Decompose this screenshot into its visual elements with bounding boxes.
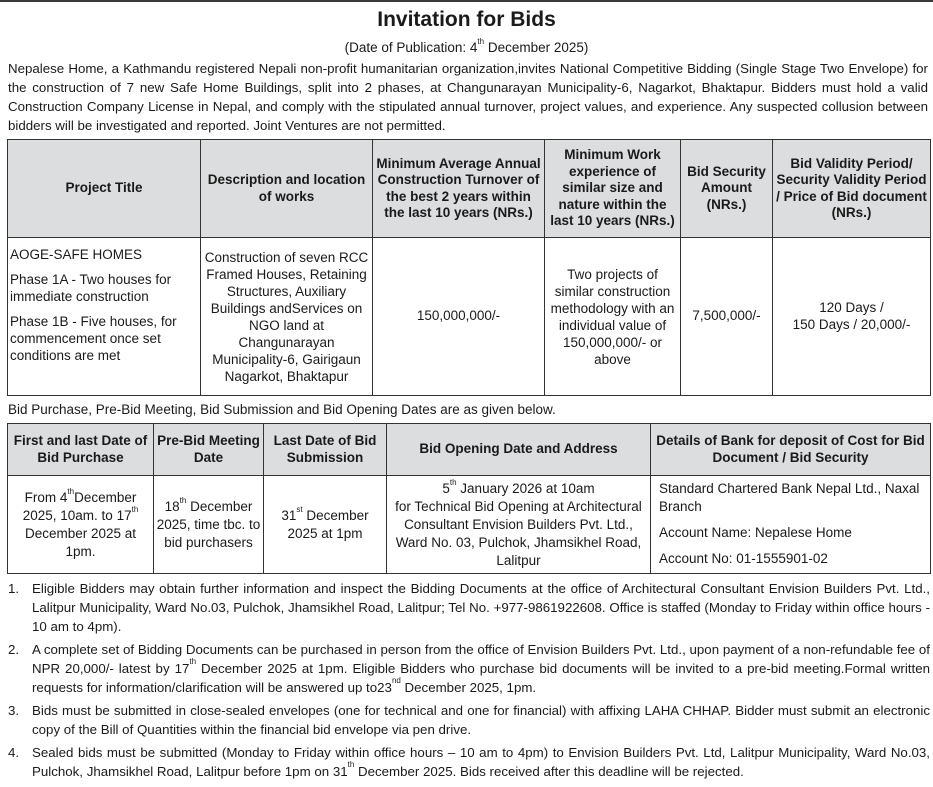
purchase-text-a: From 4 (24, 489, 68, 505)
purchase-sup-c: th (131, 504, 139, 514)
purchase-text-d: December 2025 at 1pm. (24, 525, 137, 559)
project-table (7, 139, 931, 396)
submission-text-b: December 2025 at 1pm (287, 507, 369, 541)
prebid-text-b: December 2025, time tbc. to bid purchasers (156, 498, 261, 550)
header-turnover: Minimum Average Annual Construction Turnover of the best 2 years within the last 10 years (NRs.) (373, 140, 545, 238)
table-row (8, 238, 931, 396)
header-submission: Last Date of Bid Submission (264, 424, 387, 476)
header-experience: Minimum Work experience of similar size and nature within the last 10 years (NRs.) (545, 140, 681, 238)
note-item (8, 579, 930, 636)
bank-name: Standard Chartered Bank Nepal Ltd., Naxal Branch (659, 481, 920, 514)
header-project-title: Project Title (8, 140, 201, 238)
project-name: AOGE-SAFE HOMES (10, 247, 143, 262)
note-4-text-a: Sealed bids must be submitted (Monday to Friday within office hours – 10 am to 4pm) to Envision Builders Pvt. Ltd, Lalitpur Municipality, Ward No.03, Pulchok, Jhamsikhel Road, Lalitpur before 1pm on 31 (32, 745, 930, 779)
phase-1b: Phase 1B - Five houses, for commencement once set conditions are met (10, 314, 177, 363)
header-bank: Details of Bank for deposit of Cost for Bid Document / Bid Security (651, 424, 931, 476)
intro-paragraph: Nepalese Home, a Kathmandu registered Nepali non-profit humanitarian organization,invites National Competitive Bidding (Single Stage Two Envelope) for the construction of 7 new Safe Home Buildings, split into 2 phases, at Changunarayan Municipality-6, Nagarkot, Bhaktapur. Bidders must hold a valid Construction Company License in Nepal, and comply with the stipulated annual turnover, project values, and experience. Any suspected collusion between bidders will be investigated and reported. Joint Ventures are not permitted. (8, 61, 928, 133)
note-number: 1. (8, 581, 20, 596)
header-opening: Bid Opening Date and Address (387, 424, 651, 476)
publication-date (0, 39, 933, 57)
cell-experience: Two projects of similar construction methodology with an individual value of 150,000,000/- or above (545, 238, 681, 396)
opening-text-c: for Technical Bid Opening at Architectural Consultant Envision Builders Pvt. Ltd., Ward No. 03, Pulchok, Jhamsikhel Road, Lalitpur (395, 498, 642, 568)
note-text: Eligible Bidders may obtain further information and inspect the Bidding Documents at the office of Architectural Consultant Envision Builders Pvt. Ltd., Lalitpur Municipality, Ward No.03, Pulchok, Jhamsikhel Road, Lalitpur; Tel No. +977-9861922608. Office is staffed (Monday to Friday within office hours - 10 am to 4pm). (32, 581, 930, 634)
note-item (8, 701, 930, 739)
header-bid-security: Bid Security Amount (NRs.) (681, 140, 773, 238)
note-text (32, 640, 930, 697)
note-2-text-c: December 2025, 1pm. (400, 680, 537, 695)
purchase-text-c: 17 (116, 507, 132, 523)
cell-bid-purchase (8, 476, 154, 574)
opening-text-b: January 2026 at 10am (456, 480, 595, 496)
note-number: 4. (8, 745, 20, 760)
note-4-text-b: December 2025. Bids received after this deadline will be rejected. (354, 764, 744, 779)
note-number: 3. (8, 703, 20, 718)
dates-table (7, 423, 931, 574)
cell-submission (264, 476, 387, 574)
note-text (32, 743, 930, 781)
purchase-sup-a: th (67, 486, 75, 496)
submission-sup: st (296, 504, 303, 514)
cell-description: Construction of seven RCC Framed Houses, Retaining Structures, Auxiliary Buildings andServices on NGO land at Changunarayan Municipality-6, Gairigaun Nagarkot, Bhaktapur (201, 238, 373, 396)
cell-prebid (154, 476, 264, 574)
cell-bank (651, 476, 931, 574)
prebid-sup: th (179, 495, 187, 505)
note-text: Bids must be submitted in close-sealed envelopes (one for technical and one for financial) with affixing LAHA CHHAP. Bidder must submit an electronic copy of the Bill of Quantities within the financial bid envelope via pen drive. (32, 703, 930, 737)
cell-bid-security: 7,500,000/- (681, 238, 773, 396)
bank-account-name: Account Name: Nepalese Home (659, 525, 852, 540)
note-number: 2. (8, 642, 20, 657)
opening-sup: th (449, 477, 457, 487)
notes-list (8, 579, 930, 781)
note-2-sup-b: nd (391, 676, 401, 685)
publication-date-prefix: (Date of Publication: 4 (344, 40, 478, 55)
phase-1a: Phase 1A - Two houses for immediate construction (10, 272, 172, 304)
note-2-text-a: A complete set of Bidding Documents can be purchased in person from the office of Envision Builders Pvt. Ltd., upon payment of a non-refundable fee of NPR 20,000/- latest by 17 (32, 642, 930, 676)
dates-table-header-row (8, 424, 931, 476)
header-validity: Bid Validity Period/ Security Validity Period / Price of Bid document (NRs.) (773, 140, 931, 238)
publication-date-sup: th (477, 37, 485, 46)
note-2-text-b: December 2025 at 1pm. Eligible Bidders who purchase bid documents will be invited to a pre-bid meeting.Formal written requests for information/clarification will be answered up to23 (32, 661, 930, 695)
submission-text-a: 31 (281, 507, 297, 523)
header-description: Description and location of works (201, 140, 373, 238)
cell-turnover: 150,000,000/- (373, 238, 545, 396)
project-table-header-row (8, 140, 931, 238)
header-prebid: Pre-Bid Meeting Date (154, 424, 264, 476)
publication-date-suffix: December 2025) (484, 40, 589, 55)
bank-account-no: Account No: 01-1555901-02 (659, 551, 828, 566)
cell-project-title (8, 238, 201, 396)
note-4-sup: th (347, 760, 355, 769)
note-2-sup-a: th (189, 657, 197, 666)
note-item (8, 743, 930, 781)
header-bid-purchase: First and last Date of Bid Purchase (8, 424, 154, 476)
opening-text-a: 5 (442, 480, 450, 496)
validity-line-2: 150 Days / 20,000/- (792, 316, 911, 332)
validity-line-1: 120 Days / (819, 300, 884, 315)
cell-validity (773, 238, 931, 396)
purchase-text-b: December 2025, 10am. to (22, 489, 137, 523)
note-item (8, 640, 930, 697)
top-border (0, 0, 933, 2)
dates-note: Bid Purchase, Pre-Bid Meeting, Bid Submission and Bid Opening Dates are as given below. (8, 402, 556, 417)
page-title: Invitation for Bids (377, 8, 556, 31)
cell-opening (387, 476, 651, 574)
prebid-text-a: 18 (164, 498, 180, 514)
table-row (8, 476, 931, 574)
